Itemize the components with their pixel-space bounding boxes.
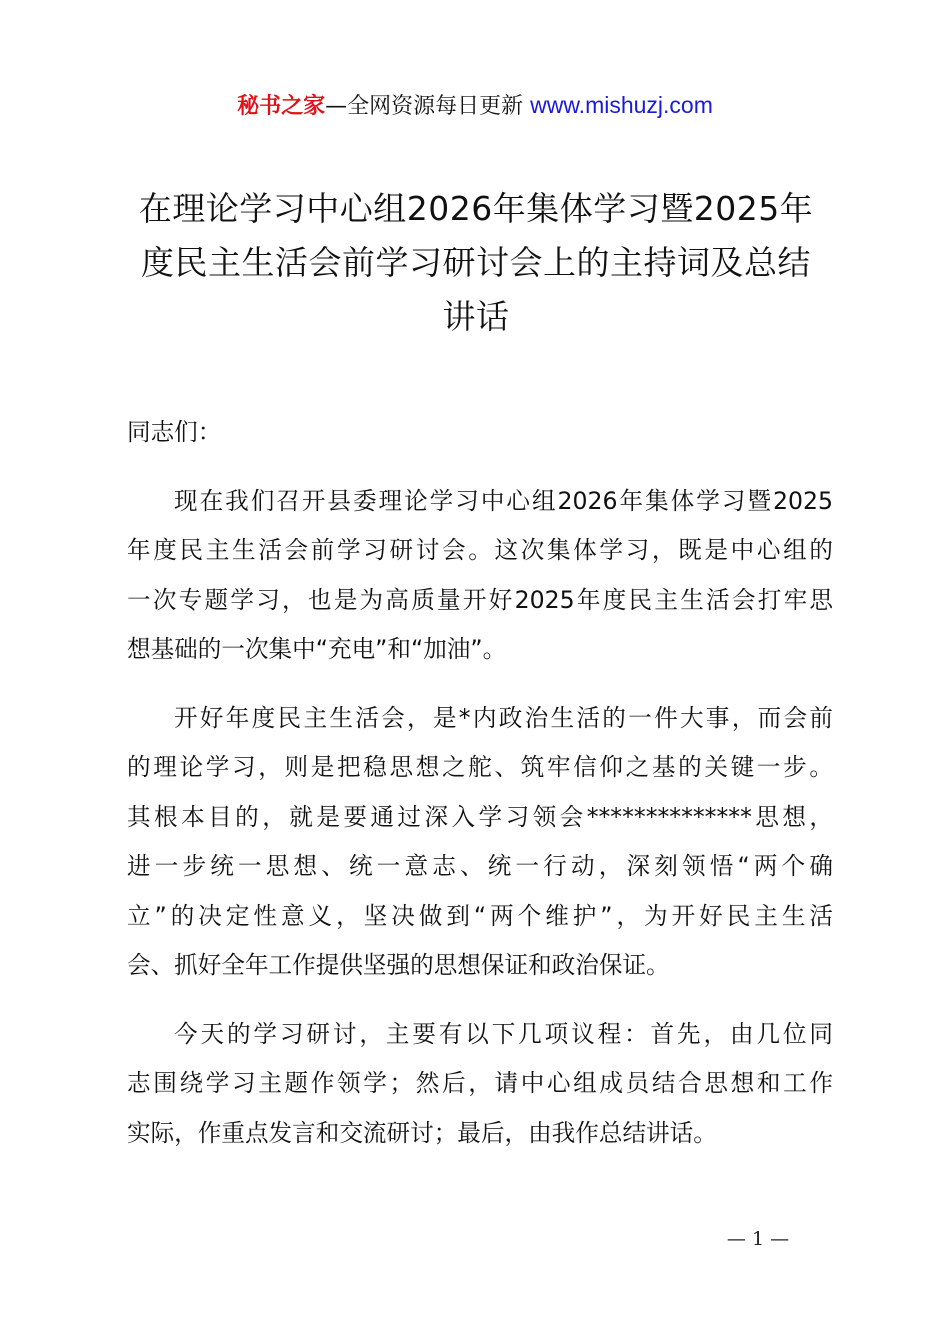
paragraph-3	[127, 1010, 833, 1159]
paragraph-line: 想基础的一次集中“充电”和“加油”。	[127, 635, 507, 663]
site-header	[0, 88, 950, 124]
paragraph-line: 会、抓好全年工作提供坚强的思想保证和政治保证。	[127, 951, 670, 979]
paragraph-line: 年度民主生活会前学习研讨会。这次集体学习，既是中心组的	[127, 536, 833, 564]
paragraph-line: 立”的决定性意义，坚决做到“两个维护”，为开好民主生活	[127, 901, 833, 930]
paragraph-1	[127, 477, 833, 675]
site-url-link[interactable]: www.mishuzj.com	[530, 92, 713, 118]
title-line-2: 度民主生活会前学习研讨会上的主持词及总结	[141, 243, 811, 282]
paragraph-line: 的理论学习，则是把稳思想之舵、筑牢信仰之基的关键一步。	[127, 753, 833, 781]
title-line-3: 讲话	[442, 297, 510, 336]
header-tagline: —全网资源每日更新	[325, 94, 531, 119]
title-line-1: 在理论学习中心组2026年集体学习暨2025年	[138, 189, 814, 228]
paragraph-line: 进一步统一思想、统一意志、统一行动，深刻领悟“两个确	[127, 852, 833, 880]
document-title	[120, 182, 832, 344]
paragraph-line: 一次专题学习，也是为高质量开好2025年度民主生活会打牢思	[127, 585, 833, 614]
salutation: 同志们：	[127, 418, 222, 446]
paragraph-line: 现在我们召开县委理论学习中心组2026年集体学习暨2025	[174, 486, 833, 515]
paragraph-line: 志围绕学习主题作领学；然后，请中心组成员结合思想和工作	[127, 1069, 833, 1097]
paragraph-line: 其根本目的，就是要通过深入学习领会**************思想，	[127, 802, 833, 831]
paragraph-line: 开好年度民主生活会，是*内政治生活的一件大事，而会前	[174, 703, 833, 732]
paragraph-line: 今天的学习研讨，主要有以下几项议程：首先，由几位同	[174, 1019, 833, 1048]
paragraph-line: 实际，作重点发言和交流研讨；最后，由我作总结讲话。	[127, 1118, 717, 1147]
brand-name: 秘书之家	[237, 94, 326, 119]
paragraph-2	[127, 694, 833, 991]
document-body	[127, 408, 833, 1177]
page-number: — 1 —	[726, 1228, 790, 1250]
